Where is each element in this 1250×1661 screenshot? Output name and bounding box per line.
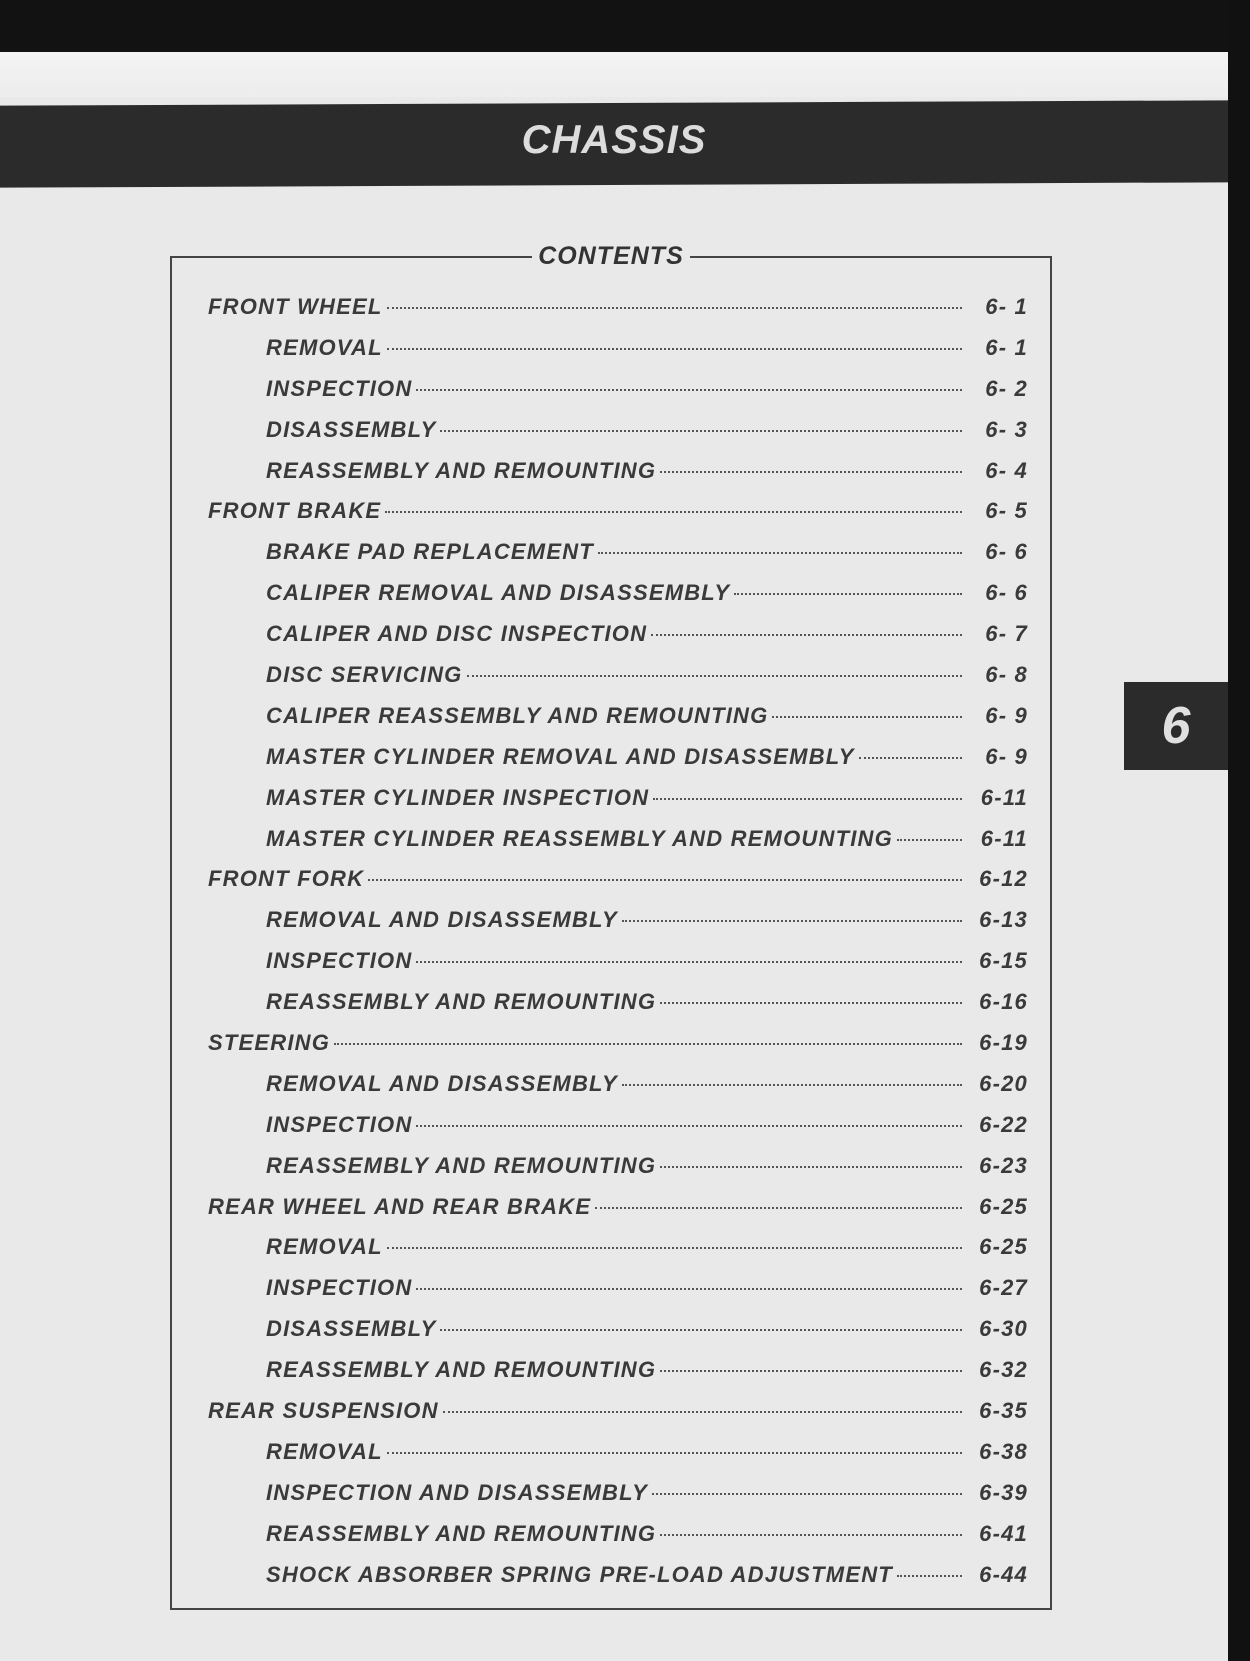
toc-dot-leader [416,389,962,391]
toc-subsection-row[interactable] [208,703,1028,744]
toc-dot-leader [385,511,962,513]
toc-subsection-row[interactable] [208,458,1028,499]
toc-entry-label: STEERING [208,1030,331,1056]
toc-entry-page: 6-20 [979,1070,1028,1096]
toc-entry-page: 6- 9 [985,743,1028,769]
toc-entry-page: 6-44 [979,1561,1028,1587]
toc-subsection-row[interactable] [208,948,1028,989]
toc-entry-label: FRONT WHEEL [208,294,383,319]
toc-entry-label: REAR SUSPENSION [208,1398,439,1424]
toc-subsection-row[interactable] [208,539,1028,580]
toc-subsection-row[interactable] [208,376,1028,417]
toc-dot-leader [416,961,962,963]
toc-subsection-row[interactable] [208,1521,1028,1562]
toc-dot-leader [416,1288,962,1290]
toc-dot-leader [859,757,962,759]
toc-dot-leader [622,920,962,922]
toc-entry-label: INSPECTION [266,375,413,401]
toc-dot-leader [660,1534,962,1536]
toc-entry-label: BRAKE PAD REPLACEMENT [266,539,594,565]
toc-entry-label: CALIPER REASSEMBLY AND REMOUNTING [266,702,769,728]
toc-entry-page: 6-15 [979,948,1028,974]
toc-dot-leader [651,634,962,636]
toc-entry-page: 6- 9 [985,702,1028,728]
toc-dot-leader [598,552,962,554]
toc-entry-label: INSPECTION [266,1111,413,1137]
toc-dot-leader [897,839,962,841]
toc-entry-page: 6-25 [979,1193,1028,1219]
toc-entry-label: CALIPER REMOVAL AND DISASSEMBLY [266,580,731,606]
toc-subsection-row[interactable] [208,744,1028,785]
toc-dot-leader [734,593,962,595]
toc-section-row[interactable] [208,1398,1028,1439]
toc-entry-page: 6-35 [979,1398,1028,1424]
toc-dot-leader [653,798,962,800]
contents-heading-text: CONTENTS [532,242,690,270]
toc-entry-page: 6- 1 [985,334,1028,360]
toc-entry-page: 6- 6 [985,539,1028,565]
toc-dot-leader [387,348,962,350]
scan-top-edge [0,0,1250,52]
toc-subsection-row[interactable] [208,1439,1028,1480]
toc-subsection-row[interactable] [208,785,1028,826]
toc-entry-page: 6-13 [979,907,1028,933]
toc-entry-page: 6- 5 [985,498,1028,524]
toc-dot-leader [772,716,962,718]
toc-entry-page: 6-32 [979,1357,1028,1383]
toc-entry-label: INSPECTION [266,948,413,974]
toc-subsection-row[interactable] [208,1234,1028,1275]
toc-section-row[interactable] [208,1030,1028,1071]
toc-entry-label: FRONT FORK [208,866,365,892]
toc-dot-leader [416,1125,962,1127]
toc-dot-leader [660,1370,962,1372]
toc-entry-label: REMOVAL AND DISASSEMBLY [266,907,618,933]
toc-entry-label: REASSEMBLY AND REMOUNTING [266,989,657,1015]
toc-subsection-row[interactable] [208,662,1028,703]
toc-entry-label: REASSEMBLY AND REMOUNTING [266,1357,657,1383]
toc-entry-page: 6-23 [979,1152,1028,1178]
toc-entry-label: REMOVAL AND DISASSEMBLY [266,1070,618,1096]
toc-dot-leader [595,1207,962,1209]
toc-entry-page: 6-11 [980,784,1028,810]
toc-entry-label: MASTER CYLINDER INSPECTION [266,784,650,810]
toc-subsection-row[interactable] [208,1480,1028,1521]
toc-dot-leader [440,1329,962,1331]
toc-dot-leader [660,1166,962,1168]
toc-subsection-row[interactable] [208,907,1028,948]
toc-entry-label: REMOVAL [266,1438,383,1464]
toc-entry-page: 6-39 [979,1479,1028,1505]
toc-entry-label: REASSEMBLY AND REMOUNTING [266,1152,657,1178]
toc-entry-page: 6-25 [979,1234,1028,1260]
toc-dot-leader [622,1084,962,1086]
toc-dot-leader [387,1247,962,1249]
toc-dot-leader [387,307,962,309]
toc-subsection-row[interactable] [208,1112,1028,1153]
toc-entry-label: REASSEMBLY AND REMOUNTING [266,1520,657,1546]
toc-entry-label: SHOCK ABSORBER SPRING PRE-LOAD ADJUSTMENT [266,1561,893,1587]
toc-entry-page: 6-22 [979,1111,1028,1137]
toc-entry-page: 6- 4 [985,457,1028,483]
toc-entry-page: 6-11 [980,825,1028,851]
toc-dot-leader [368,879,962,881]
toc-entry-page: 6- 8 [985,662,1028,688]
toc-entry-page: 6-41 [979,1520,1028,1546]
toc-dot-leader [440,430,962,432]
toc-subsection-row[interactable] [208,826,1028,867]
toc-entry-page: 6-38 [979,1438,1028,1464]
toc-subsection-row[interactable] [208,1316,1028,1357]
toc-list [208,294,1028,1603]
toc-entry-label: REMOVAL [266,1234,383,1260]
toc-entry-page: 6-30 [979,1316,1028,1342]
toc-entry-label: DISC SERVICING [266,662,463,688]
toc-subsection-row[interactable] [208,1275,1028,1316]
toc-section-row[interactable] [208,498,1028,539]
toc-subsection-row[interactable] [208,989,1028,1030]
toc-entry-label: INSPECTION AND DISASSEMBLY [266,1479,649,1505]
toc-entry-page: 6-12 [979,866,1028,892]
section-tab: 6 [1124,682,1228,770]
chapter-title: CHASSIS [521,118,707,162]
toc-dot-leader [897,1575,962,1577]
toc-entry-page: 6- 3 [985,416,1028,442]
toc-entry-label: DISASSEMBLY [266,1316,437,1342]
toc-subsection-row[interactable] [208,580,1028,621]
toc-section-row[interactable] [208,294,1028,335]
toc-dot-leader [387,1452,962,1454]
contents-heading [172,242,1050,271]
contents-box [170,242,1052,1610]
toc-entry-page: 6-16 [979,989,1028,1015]
toc-entry-page: 6-19 [979,1030,1028,1056]
toc-subsection-row[interactable] [208,1562,1028,1603]
toc-dot-leader [467,675,963,677]
toc-entry-label: FRONT BRAKE [208,498,382,524]
toc-entry-page: 6- 1 [985,294,1028,319]
toc-dot-leader [652,1493,962,1495]
toc-entry-page: 6-27 [979,1275,1028,1301]
toc-entry-label: DISASSEMBLY [266,416,437,442]
toc-dot-leader [443,1411,962,1413]
toc-section-row[interactable] [208,866,1028,907]
toc-subsection-row[interactable] [208,1071,1028,1112]
toc-entry-page: 6- 2 [985,375,1028,401]
toc-entry-label: MASTER CYLINDER REMOVAL AND DISASSEMBLY [266,743,855,769]
toc-subsection-row[interactable] [208,1357,1028,1398]
toc-entry-page: 6- 7 [985,621,1028,647]
toc-entry-label: INSPECTION [266,1275,413,1301]
toc-entry-label: REASSEMBLY AND REMOUNTING [266,457,657,483]
toc-subsection-row[interactable] [208,335,1028,376]
toc-entry-label: CALIPER AND DISC INSPECTION [266,621,648,647]
toc-entry-label: REAR WHEEL AND REAR BRAKE [208,1193,592,1219]
toc-subsection-row[interactable] [208,417,1028,458]
toc-subsection-row[interactable] [208,1153,1028,1194]
scan-right-edge [1228,0,1250,1661]
toc-dot-leader [660,471,962,473]
page-top-margin [0,52,1228,97]
toc-entry-label: MASTER CYLINDER REASSEMBLY AND REMOUNTING [266,825,893,851]
toc-subsection-row[interactable] [208,621,1028,662]
toc-dot-leader [660,1002,962,1004]
toc-dot-leader [334,1043,962,1045]
toc-section-row[interactable] [208,1194,1028,1235]
toc-entry-label: REMOVAL [266,334,383,360]
toc-entry-page: 6- 6 [985,580,1028,606]
